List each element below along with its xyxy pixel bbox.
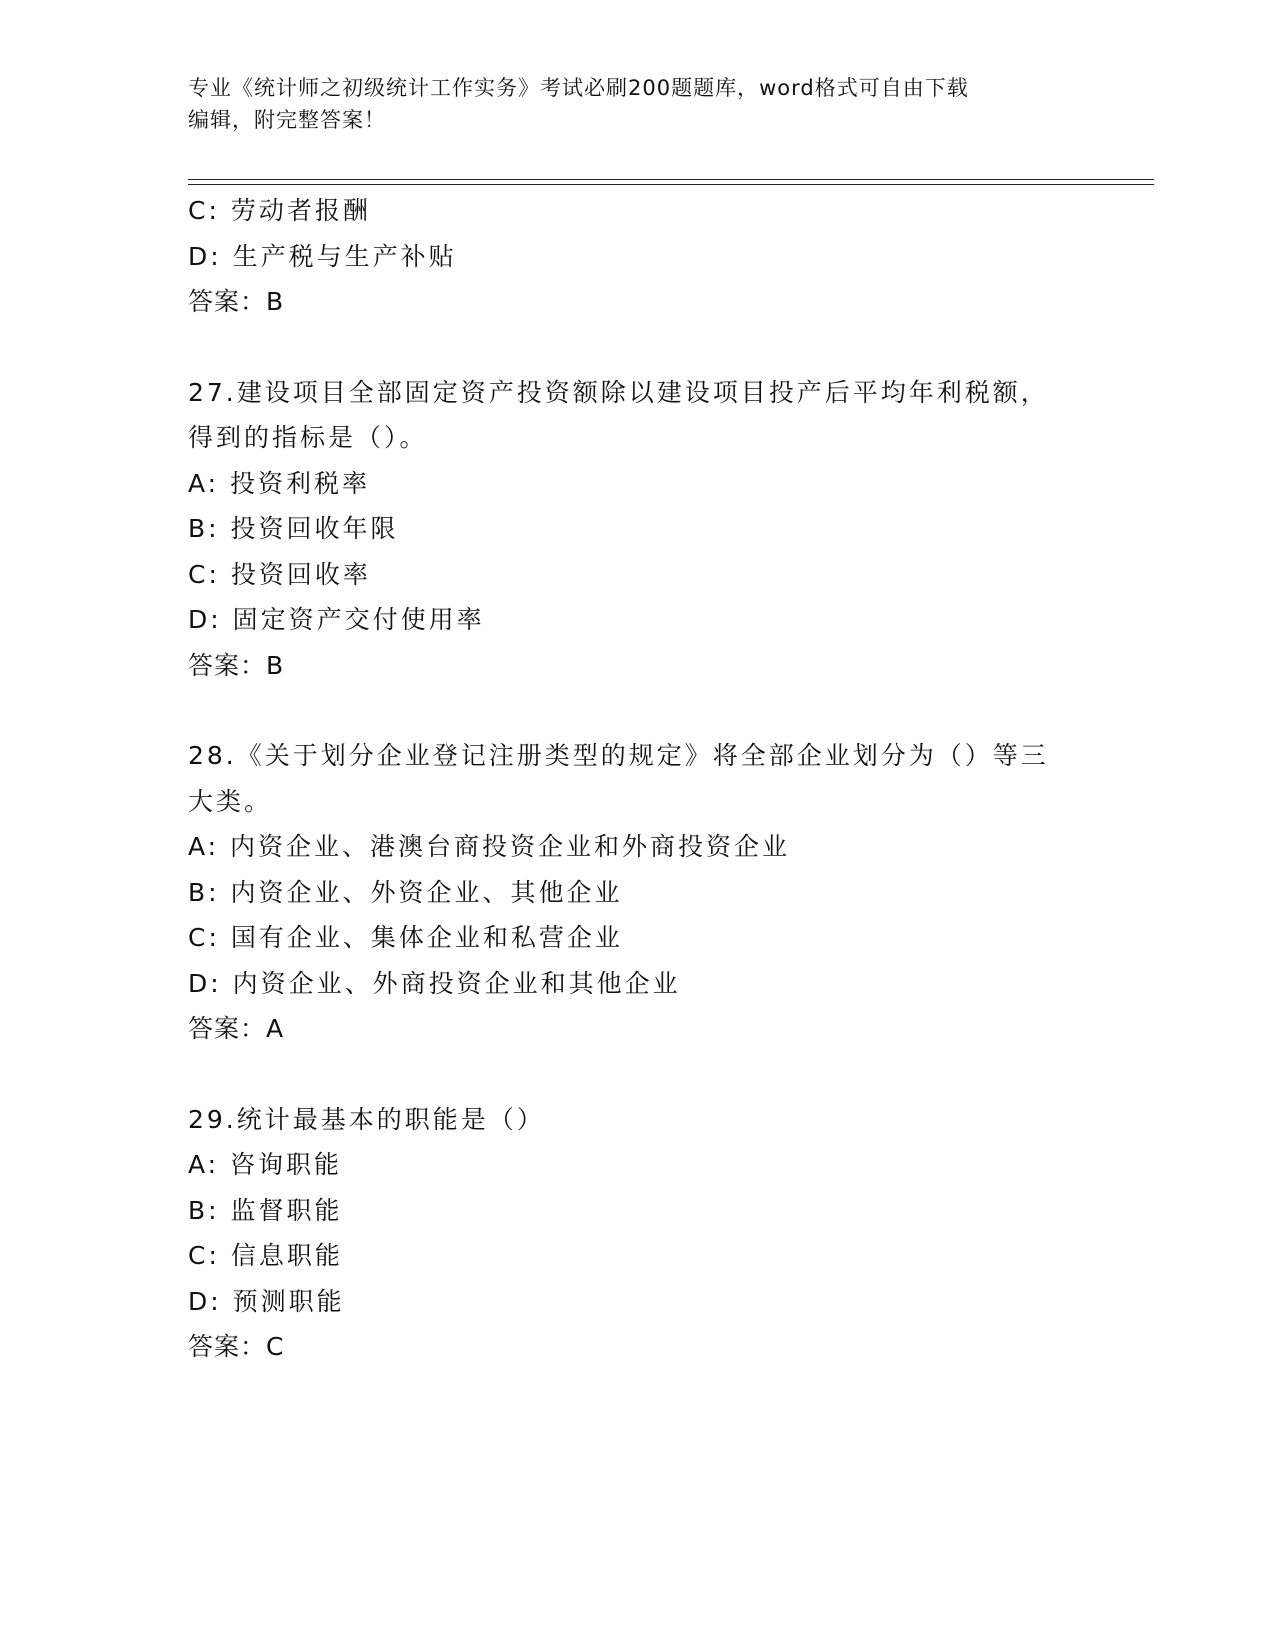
option-c: C: 投资回收率 [188,559,371,589]
answer: 答案：C [188,1332,285,1361]
option-c: C: 劳动者报酬 [188,196,371,225]
question-26 [188,188,1108,325]
question-stem-continued: 大类。 [188,786,273,816]
answer: 答案：A [188,1014,285,1043]
header-rule-bottom [188,184,1154,185]
option-a: A: 咨询职能 [188,1150,343,1179]
header-rule-top [188,179,1154,180]
option-b: B: 监督职能 [188,1195,343,1225]
question-stem: 29.统计最基本的职能是（） [188,1104,545,1134]
question-27 [188,370,1108,689]
option-c: C: 国有企业、集体企业和私营企业 [188,923,623,952]
answer: 答案：B [188,650,285,680]
question-28 [188,733,1108,1052]
question-stem: 27.建设项目全部固定资产投资额除以建设项目投产后平均年利税额， [188,377,1049,407]
header-line-2: 编辑，附完整答案！ [188,108,386,132]
option-d: D: 固定资产交付使用率 [188,605,485,634]
header-line-1: 专业《统计师之初级统计工作实务》考试必刷200题题库，word格式可自由下载 [188,76,969,100]
document-header [188,72,1068,136]
question-list [188,188,1108,1370]
option-a: A: 投资利税率 [188,468,371,498]
option-a: A: 内资企业、港澳台商投资企业和外商投资企业 [188,832,791,861]
option-b: B: 内资企业、外资企业、其他企业 [188,877,623,907]
answer: 答案：B [188,287,285,316]
option-c: C: 信息职能 [188,1241,343,1270]
spacer [188,1052,1108,1097]
question-29 [188,1097,1108,1370]
option-b: B: 投资回收年限 [188,514,399,543]
spacer [188,325,1108,370]
option-d: D: 内资企业、外商投资企业和其他企业 [188,968,681,998]
option-d: D: 生产税与生产补贴 [188,241,457,271]
option-d: D: 预测职能 [188,1286,345,1316]
question-stem-continued: 得到的指标是（）。 [188,423,428,452]
spacer [188,688,1108,733]
question-stem: 28.《关于划分企业登记注册类型的规定》将全部企业划分为（）等三 [188,741,1049,770]
